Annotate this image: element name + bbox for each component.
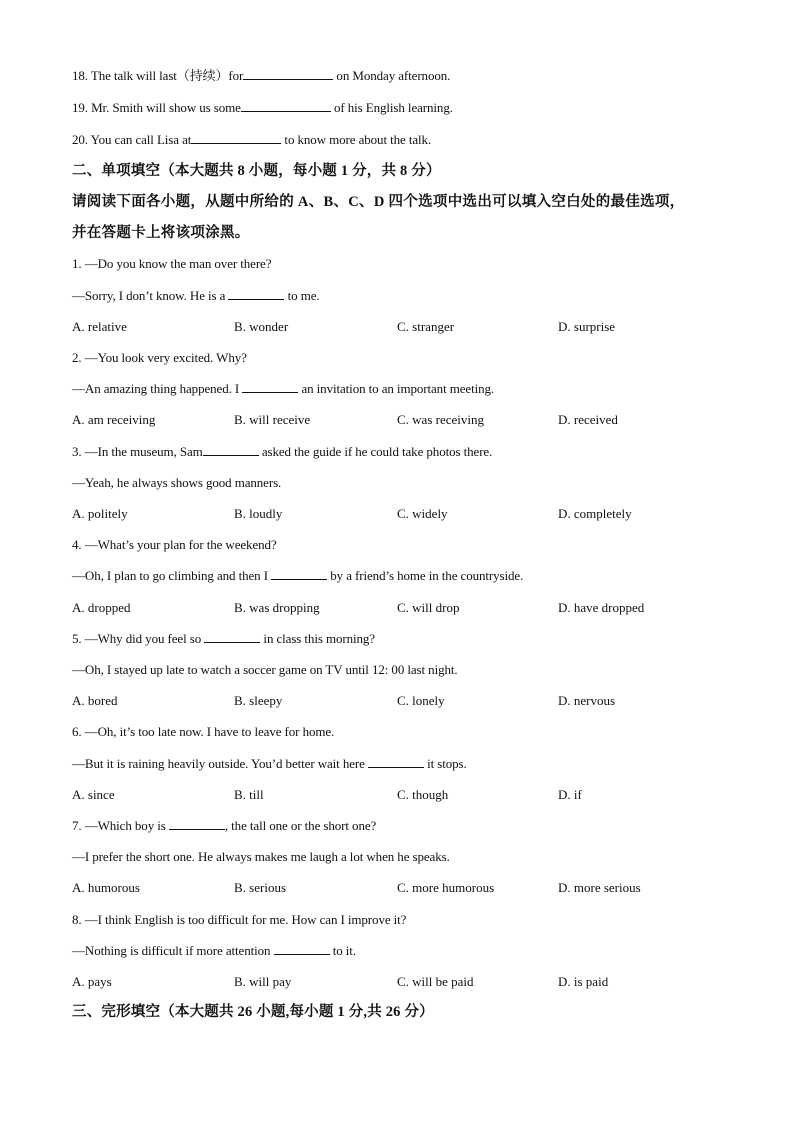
option-c[interactable]: C. was receiving	[397, 412, 485, 427]
response-text: —I prefer the short one. He always makes me laugh a lot when he speaks.	[72, 849, 450, 864]
option-b[interactable]: B. wonder	[234, 319, 289, 334]
answer-blank[interactable]	[191, 132, 281, 144]
option-d[interactable]: D. if	[558, 787, 582, 802]
option-d[interactable]: D. received	[558, 412, 618, 427]
answer-blank[interactable]	[274, 943, 330, 955]
question-prompt	[72, 444, 492, 460]
question-prompt	[72, 724, 334, 740]
option-a[interactable]: A. pays	[72, 974, 112, 989]
option-c[interactable]: C. more humorous	[397, 880, 495, 895]
question-response	[72, 475, 281, 491]
option-b[interactable]: B. was dropping	[234, 600, 320, 615]
listening-item-18	[72, 68, 450, 84]
option-a[interactable]: A. humorous	[72, 880, 140, 895]
answer-blank[interactable]	[368, 756, 424, 768]
question-response	[72, 756, 467, 772]
option-d[interactable]: D. completely	[558, 506, 632, 521]
option-a[interactable]: A. since	[72, 787, 115, 802]
option-b[interactable]: B. serious	[234, 880, 286, 895]
option-b[interactable]: B. loudly	[234, 506, 283, 521]
option-d[interactable]: D. have dropped	[558, 600, 645, 615]
response-text: —But it is raining heavily outside. You’d better wait here	[72, 756, 368, 771]
prompt-text: 3. —In the museum, Sam	[72, 444, 203, 459]
question-response	[72, 381, 494, 397]
option-d[interactable]: D. nervous	[558, 693, 616, 708]
section-instruction: 并在答题卡上将该项涂黑。	[72, 225, 250, 241]
question-prompt	[72, 912, 406, 928]
section-instruction: 请阅读下面各小题，从题中所给的 A、B、C、D 四个选项中选出可以填入空白处的最佳选项，	[72, 194, 685, 210]
answer-blank[interactable]	[204, 631, 260, 643]
question-options	[0, 974, 794, 990]
prompt-text: 7. —Which boy is	[72, 818, 169, 833]
section-heading: 三、完形填空（本大题共 26 小题,每小题 1 分,共 26 分）	[72, 1004, 434, 1020]
response-text: —Nothing is difficult if more attention	[72, 943, 274, 958]
answer-blank[interactable]	[242, 381, 298, 393]
option-d[interactable]: D. is paid	[558, 974, 609, 989]
response-text: —Sorry, I don’t know. He is a	[72, 288, 229, 303]
question-response	[72, 662, 458, 678]
prompt-text: 5. —Why did you feel so	[72, 631, 205, 646]
question-prompt	[72, 350, 247, 366]
prompt-text: , the tall one or the short one?	[224, 818, 377, 833]
option-c[interactable]: C. lonely	[397, 693, 445, 708]
option-d[interactable]: D. surprise	[558, 319, 616, 334]
prompt-text: in class this morning?	[260, 631, 375, 646]
answer-blank[interactable]	[243, 68, 333, 80]
answer-blank[interactable]	[169, 818, 225, 830]
question-options	[0, 693, 794, 709]
question-prompt	[72, 537, 277, 553]
response-text: an invitation to an important meeting.	[298, 381, 495, 396]
item-text: of his English learning.	[330, 100, 453, 115]
response-text: —Oh, I stayed up late to watch a soccer game on TV until 12: 00 last night.	[72, 662, 458, 677]
question-options	[0, 880, 794, 896]
question-response	[72, 568, 523, 584]
response-text: —Oh, I plan to go climbing and then I	[72, 568, 272, 583]
section-heading: 二、单项填空（本大题共 8 小题，每小题 1 分，共 8 分）	[72, 163, 441, 179]
option-a[interactable]: A. am receiving	[72, 412, 156, 427]
response-text: by a friend’s home in the countryside.	[327, 568, 524, 583]
question-response	[72, 288, 320, 304]
option-d[interactable]: D. more serious	[558, 880, 641, 895]
option-b[interactable]: B. sleepy	[234, 693, 283, 708]
prompt-text: 4. —What’s your plan for the weekend?	[72, 537, 277, 552]
question-options	[0, 319, 794, 335]
question-prompt	[72, 256, 271, 272]
response-text: —Yeah, he always shows good manners.	[72, 475, 282, 490]
prompt-text: 6. —Oh, it’s too late now. I have to leave for home.	[72, 724, 335, 739]
answer-blank[interactable]	[203, 444, 259, 456]
response-text: —An amazing thing happened. I	[72, 381, 243, 396]
question-options	[0, 412, 794, 428]
option-a[interactable]: A. bored	[72, 693, 118, 708]
option-a[interactable]: A. dropped	[72, 600, 131, 615]
option-a[interactable]: A. relative	[72, 319, 127, 334]
option-c[interactable]: C. will drop	[397, 600, 460, 615]
question-options	[0, 506, 794, 522]
prompt-text: 8. —I think English is too difficult for me. How can I improve it?	[72, 912, 407, 927]
option-c[interactable]: C. widely	[397, 506, 448, 521]
option-b[interactable]: B. will receive	[234, 412, 311, 427]
option-c[interactable]: C. will be paid	[397, 974, 474, 989]
response-text: to it.	[329, 943, 356, 958]
question-prompt	[72, 631, 375, 647]
prompt-text: asked the guide if he could take photos there.	[258, 444, 493, 459]
answer-blank[interactable]	[228, 288, 284, 300]
item-text: 18. The talk will last（持续）for	[72, 68, 244, 83]
option-b[interactable]: B. will pay	[234, 974, 292, 989]
prompt-text: 1. —Do you know the man over there?	[72, 256, 272, 271]
question-options	[0, 787, 794, 803]
listening-item-19	[72, 100, 453, 116]
answer-blank[interactable]	[241, 100, 331, 112]
option-c[interactable]: C. stranger	[397, 319, 455, 334]
option-c[interactable]: C. though	[397, 787, 449, 802]
response-text: it stops.	[423, 756, 467, 771]
option-b[interactable]: B. till	[234, 787, 264, 802]
answer-blank[interactable]	[271, 568, 327, 580]
item-text: 19. Mr. Smith will show us some	[72, 100, 241, 115]
question-options	[0, 600, 794, 616]
response-text: to me.	[284, 288, 320, 303]
prompt-text: 2. —You look very excited. Why?	[72, 350, 247, 365]
item-text: on Monday afternoon.	[333, 68, 451, 83]
item-text: 20. You can call Lisa at	[72, 132, 192, 147]
question-response	[72, 943, 356, 959]
listening-item-20	[72, 132, 431, 148]
question-prompt	[72, 818, 376, 834]
question-response	[72, 849, 450, 865]
item-text: to know more about the talk.	[281, 132, 432, 147]
option-a[interactable]: A. politely	[72, 506, 128, 521]
